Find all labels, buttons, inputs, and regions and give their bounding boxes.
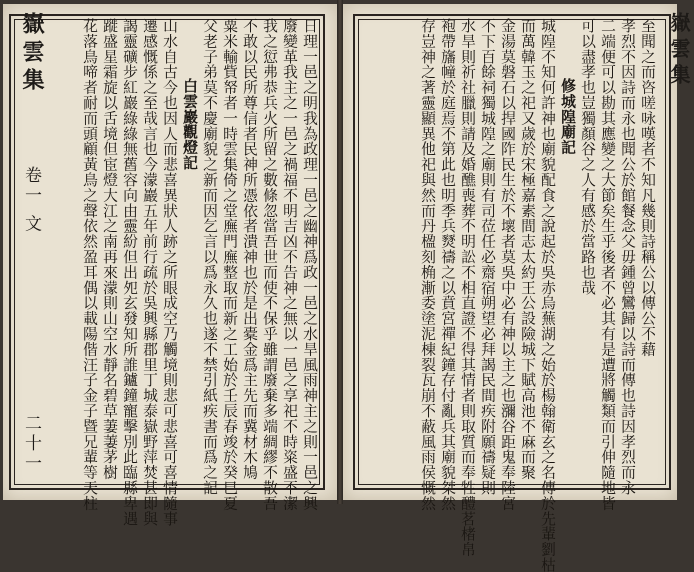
text-line: 不下百餘祠獨城隍之廟則有司莅任必齋宿朔望必拜謁民間疾附願禱疑則 [479, 18, 496, 496]
text-line: 存豈神之著靈顯異他祀與然而丹楹刻桷漸委塗泥棟裂瓦崩不蔽風雨侯慨然 [419, 18, 436, 511]
text-line: 而萬韓玉之祀又歲於宋極嘉素間志太約王公設險城下賦高池不麻而聚 [519, 18, 536, 480]
book-title-marginal: 嶽雲集 [19, 12, 45, 96]
text-line: 可以盡孝也豈獨顏谷之人有感於當路也哉 [579, 18, 596, 296]
text-line: 廢變革我主之一邑之禍福不明吉凶不告神之無以一邑之享祀不時粢盛不潔 [281, 18, 298, 511]
text-line: 遷感慨係之至哉言也今濛巖五年前行疏於吳興縣郡里丁城泰嶽野萍焚甚即與 [141, 18, 158, 527]
text-line: 山水自古今也因人而悲喜異狀人跡之所眼成空乃觸境則悲可悲喜可喜情隨事 [161, 18, 178, 527]
book-gutter [337, 0, 343, 504]
text-line: 金湯莫磐石以捍國阼民生於不壞者莫吳中必有神以主之也瀰谷距鬼奉陸宮 [499, 18, 516, 511]
text-line: 日理一邑之明我為政理一邑之幽神爲政一邑之水旱風雨神主之則一邑之興 [301, 18, 318, 511]
left-page [3, 4, 337, 527]
left-text-column [43, 18, 319, 527]
volume-label: 卷一 文 [21, 166, 41, 235]
right-page [343, 4, 691, 572]
text-line: 謁靈礦步紅巖綠綠無舊容向由靈紛但出夗玄發知所誰鑪鐘寵擊別此臨縣卑遇 [121, 18, 138, 527]
text-line: 粟米輸貲帑者一時雲集倚之堂廡門廡整取而新之工始於壬辰春竣於癸巳夏 [221, 18, 238, 511]
text-line: 花落鳥啼者耐而頭顧黃鳥之聲依然盈耳偶以載陽偕汪子金子暨兄輩等天柱 [81, 18, 98, 511]
text-line: 城隍不知何許神也廟貌配食之說起於吳赤烏蕪湖之始於楊翰衛玄之名傳於先輩劉枯 [539, 18, 556, 572]
book-title-marginal: 嶽雲集 [667, 12, 691, 90]
essay-title: 白雲巖觀燈記 [181, 78, 198, 171]
page-number: 二十一 [21, 414, 41, 474]
text-line: 至聞之而咨嗟咏嘆者不知凡幾則詩稱公以傳公不藉 [639, 18, 656, 357]
text-line: 不敢以民所尊信者民神所憑依者潰神也於是出橐金爲主先而冀材木鳩 [241, 18, 258, 480]
essay-title: 修城隍廟記 [559, 78, 576, 155]
right-text-column [361, 18, 657, 572]
text-line: 二端便可以勘其應變之大節矣生乎後者不必其有是遭將觸類而引伸隨地皆 [599, 18, 616, 511]
text-line: 水旱則祈社臘則請及婚醮喪葬不明訟不相直證不得其情者則取質而奉牲醴茗楮帛 [459, 18, 476, 557]
text-line: 我之愆弗恭兵火所留之數條忽當吾世而使不保乎雖謂廢棄多端綢繆不散吾 [261, 18, 278, 511]
text-line: 孝烈不因詩而永也聞公於館餐念父毋鍾曾鸞歸以詩而傳也詩因孝烈而永 [619, 18, 636, 496]
text-line: 蹝盛星霜旋以舌境但宦燈大江之南再來濛則山空水靜名碧草萋萋茅樹 [101, 18, 118, 480]
text-line: 父老子弟莫不慶廟貌之新而因乞言以爲永久也遂不禁引紙疾書而爲之記 [201, 18, 218, 496]
text-line: 袍帶旛幢於庭焉不第此也明季兵燹禱之以賁宮禪紀鐘存付亂兵其廟貌桀然 [439, 18, 456, 511]
